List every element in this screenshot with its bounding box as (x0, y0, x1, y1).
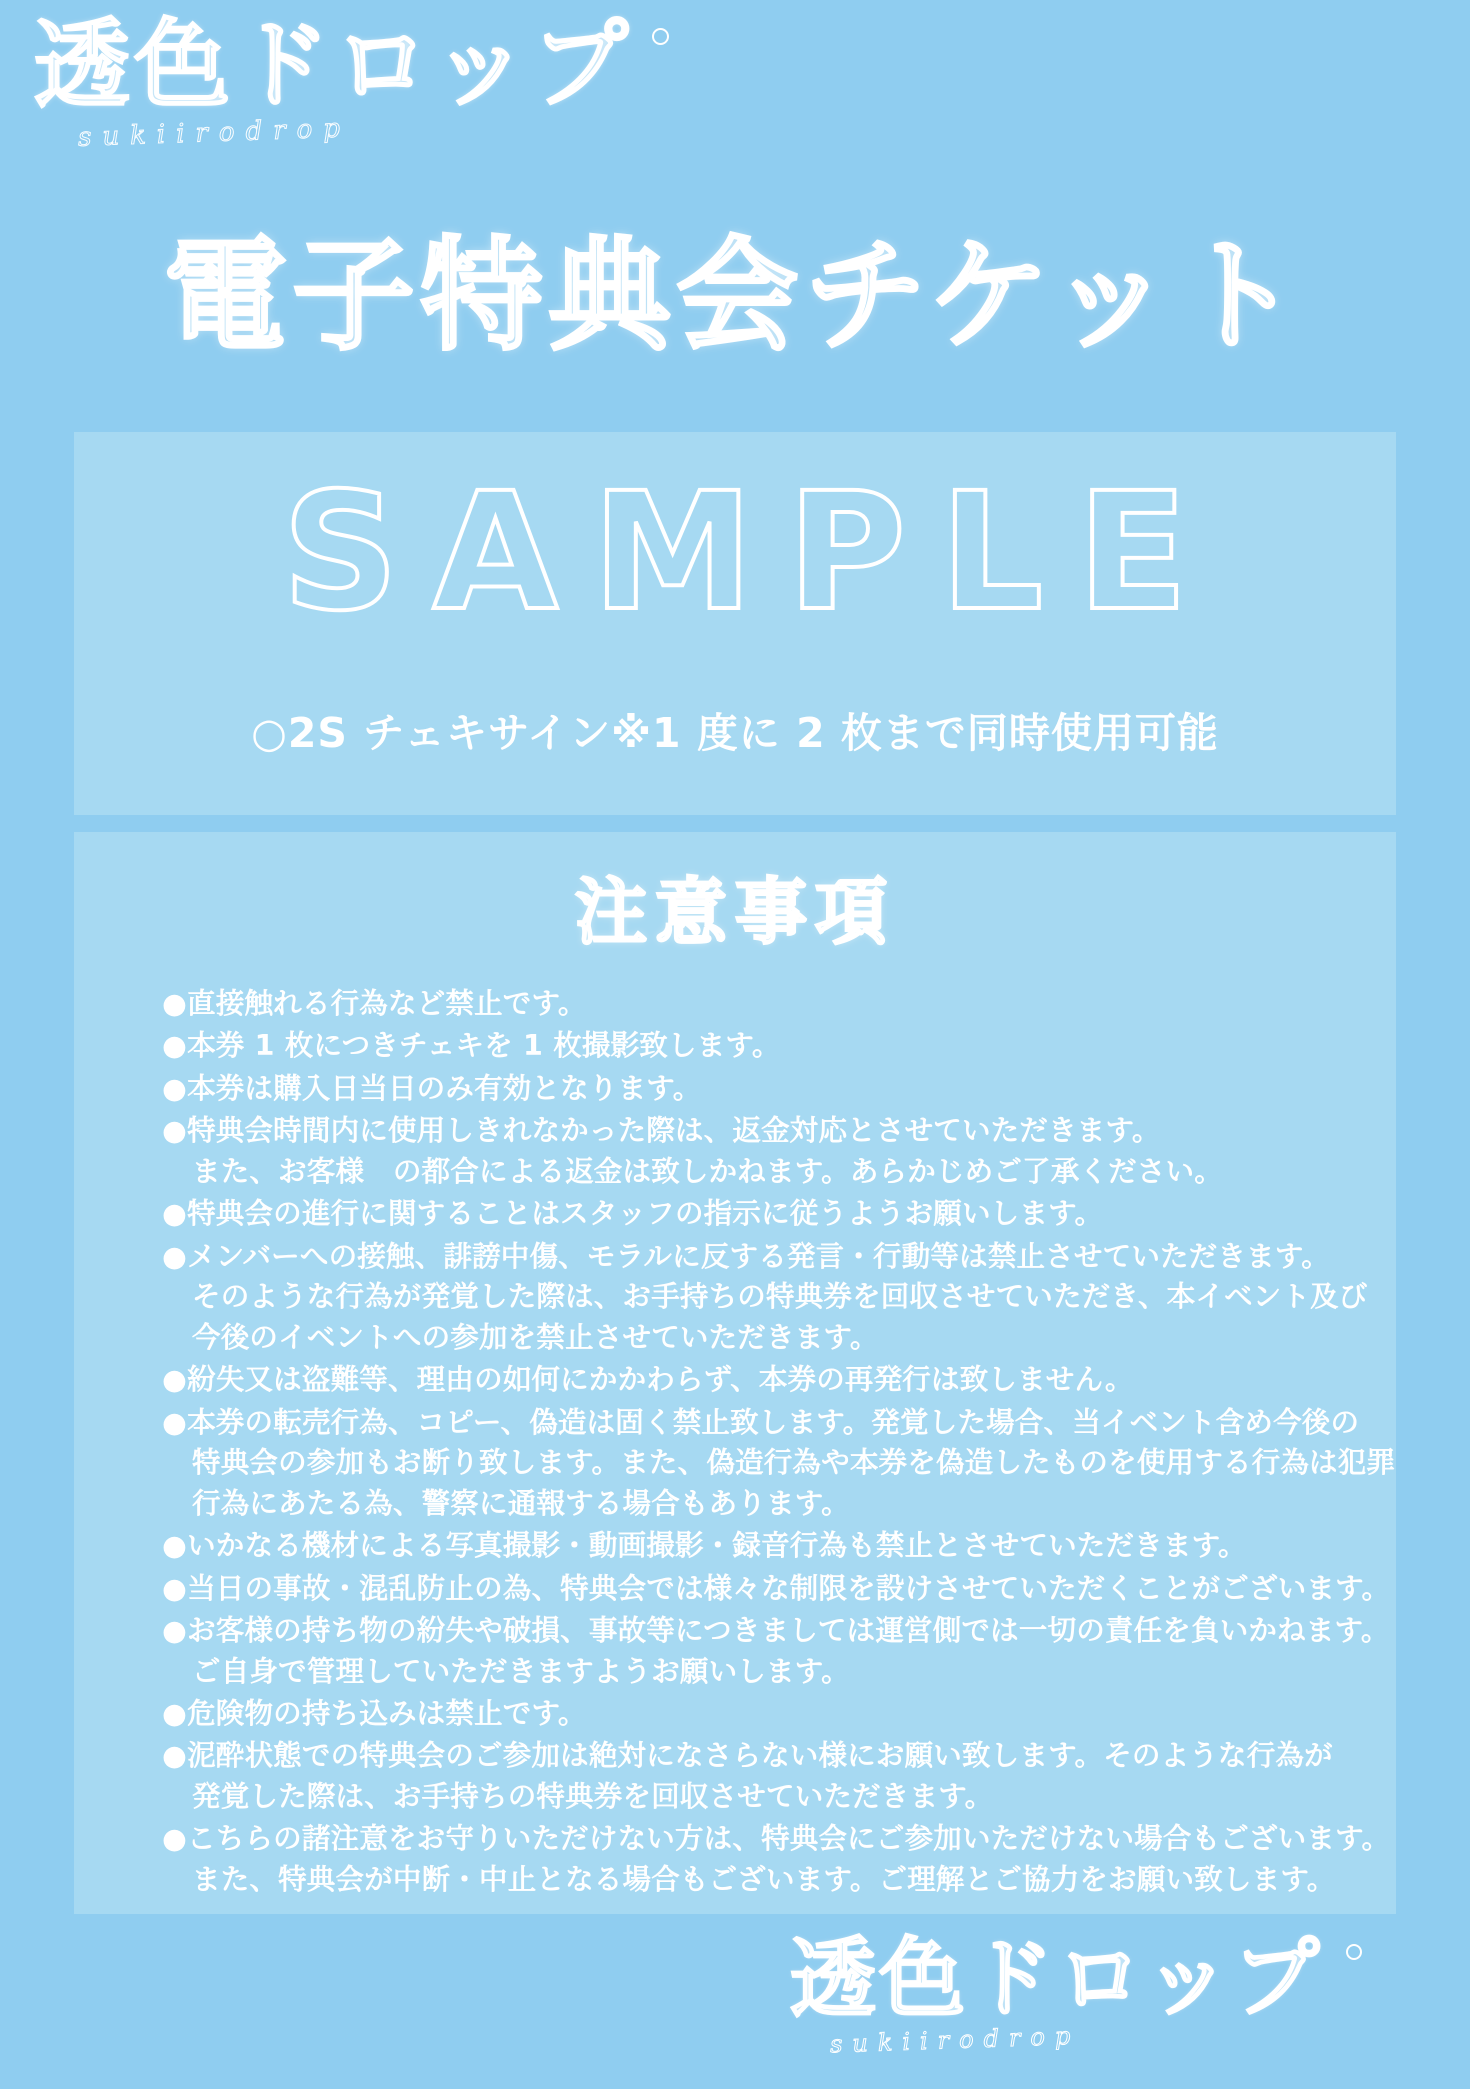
brand-logo-bottom (790, 1930, 1410, 2080)
note-line: ●当日の事故・混乱防止の為、特典会では様々な制限を設けさせていただくことがございます。 (162, 1571, 1391, 1605)
note-line: ●本券は購入日当日のみ有効となります。 (162, 1071, 702, 1105)
note-line: ご自身で管理していただきますようお願いします。 (192, 1654, 850, 1688)
note-line: ●本券 1 枚につきチェキを 1 枚撮影致します。 (162, 1029, 781, 1063)
list-item (162, 1111, 1352, 1192)
list-item (162, 1360, 1352, 1400)
sample-watermark: SAMPLE (282, 459, 1222, 647)
page-title: 電子特典会チケット (164, 225, 1306, 367)
note-line: 行為にあたる為、警察に通報する場合もあります。 (192, 1486, 850, 1520)
notes-panel (74, 832, 1396, 1914)
list-item (162, 1694, 1352, 1734)
sample-panel (74, 432, 1396, 815)
notes-title: 注意事項 (574, 870, 895, 954)
brand-logo-top (34, 10, 674, 170)
note-line: ●メンバーへの接触、誹謗中傷、モラルに反する発言・行動等は禁止させていただきます。 (162, 1239, 1330, 1273)
list-item (162, 1611, 1390, 1692)
list-item (162, 984, 1352, 1024)
list-item (162, 1237, 1368, 1358)
note-line: そのような行為が発覚した際は、お手持ちの特典券を回収させていただき、本イベント及び (192, 1280, 1368, 1314)
list-item (162, 1069, 1352, 1109)
note-line: また、お客様 の都合による返金は致しかねます。あらかじめご了承ください。 (192, 1154, 1223, 1188)
note-line: 発覚した際は、お手持ちの特典券を回収させていただきます。 (192, 1779, 994, 1813)
note-line: ●お客様の持ち物の紛失や破損、事故等につきましては運営側では一切の責任を負いかねます。 (162, 1614, 1390, 1648)
brand-romaji: sukiirodrop (829, 2021, 1081, 2059)
list-item (162, 1403, 1396, 1524)
note-line: ●こちらの諸注意をお守りいただけない方は、特典会にご参加いただけない場合もございます。 (162, 1822, 1391, 1856)
note-line: ●いかなる機材による写真撮影・動画撮影・録音行為も禁止とさせていただきます。 (162, 1529, 1247, 1563)
note-line: ●直接触れる行為など禁止です。 (162, 987, 587, 1020)
registered-mark-icon (652, 28, 669, 45)
note-line: 今後のイベントへの参加を禁止させていただきます。 (192, 1320, 879, 1354)
list-item (162, 1026, 1352, 1066)
list-item (162, 1819, 1391, 1900)
brand-name: 透色ドロップ (790, 1929, 1323, 2029)
list-item (162, 1569, 1391, 1609)
note-line: ●特典会時間内に使用しきれなかった際は、返金対応とさせていただきます。 (162, 1114, 1161, 1148)
note-line: ●紛失又は盗難等、理由の如何にかかわらず、本券の再発行は致しません。 (162, 1363, 1134, 1397)
note-line: ●特典会の進行に関することはスタッフの指示に従うようお願いします。 (162, 1197, 1104, 1231)
note-line: また、特典会が中断・中止となる場合もございます。ご理解とご協力をお願い致します。 (192, 1862, 1336, 1896)
list-item (162, 1736, 1352, 1817)
note-line: ●危険物の持ち込みは禁止です。 (162, 1696, 587, 1730)
list-item (162, 1194, 1352, 1234)
note-line: ●本券の転売行為、コピー、偽造は固く禁止致します。発覚した場合、当イベント含め今後の (162, 1405, 1360, 1439)
brand-name: 透色ドロップ (34, 9, 633, 121)
note-line: 特典会の参加もお断り致します。また、偽造行為や本券を偽造したものを使用する行為は犯罪 (192, 1446, 1396, 1480)
list-item (162, 1526, 1352, 1566)
notes-list (162, 984, 1396, 1902)
registered-mark-icon (1346, 1944, 1362, 1960)
ticket-type-caption: ○2S チェキサイン※1 度に 2 枚まで同時使用可能 (251, 709, 1219, 757)
brand-romaji: sukiirodrop (77, 113, 352, 153)
note-line: ●泥酔状態での特典会のご参加は絶対になさらない様にお願い致します。そのような行為が (162, 1739, 1333, 1773)
